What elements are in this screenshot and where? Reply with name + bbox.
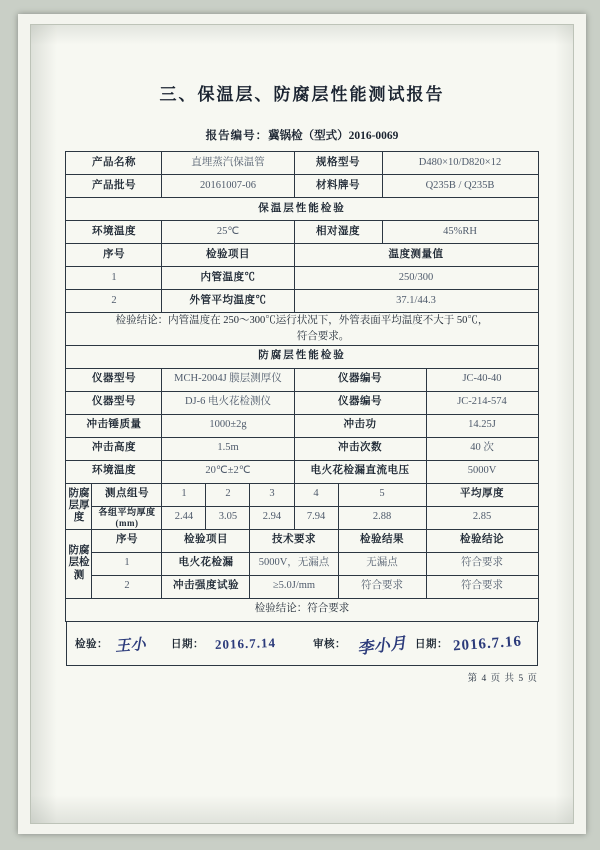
insulation-conclusion-line1: 内管温度在 250～300℃运行状况下，外管表面平均温度不大于 50℃， bbox=[168, 315, 489, 326]
scan-shadow-right bbox=[555, 25, 573, 823]
table-row bbox=[66, 414, 538, 437]
insulation-row-no: 1 bbox=[66, 267, 162, 290]
scan-shadow-top bbox=[31, 25, 573, 45]
report-number-value: 冀锅检（型式）2016-0069 bbox=[268, 130, 399, 142]
table-row bbox=[66, 267, 538, 290]
humidity-label: 相对湿度 bbox=[294, 221, 382, 244]
thickness-value: 2.44 bbox=[162, 506, 206, 529]
inspector-date-label: 日期： bbox=[171, 639, 204, 650]
product-name-value: 直埋蒸汽保温管 bbox=[162, 152, 294, 175]
detection-side-label: 防腐层检测 bbox=[66, 529, 92, 598]
thickness-average: 2.85 bbox=[426, 506, 538, 529]
insulation-col-measured: 温度测量值 bbox=[294, 244, 538, 267]
thickness-value: 3.05 bbox=[206, 506, 250, 529]
inspector-signature: 王小 bbox=[114, 635, 147, 655]
instrument-no-value: JC-40-40 bbox=[426, 368, 538, 391]
insulation-row-value: 250/300 bbox=[294, 267, 538, 290]
thickness-point: 3 bbox=[250, 483, 294, 506]
thickness-side-label: 防腐层厚度 bbox=[66, 483, 92, 529]
detection-row-item: 冲击强度试验 bbox=[162, 575, 250, 598]
detection-header-item: 检验项目 bbox=[162, 529, 250, 552]
thickness-point: 4 bbox=[294, 483, 338, 506]
table-row bbox=[66, 552, 538, 575]
ambient-temp-value: 25℃ bbox=[162, 221, 294, 244]
scan-shadow-left bbox=[31, 25, 57, 823]
thickness-point: 2 bbox=[206, 483, 250, 506]
detection-header-concl: 检验结论 bbox=[426, 529, 538, 552]
thickness-value: 7.94 bbox=[294, 506, 338, 529]
instrument-no-value: JC-214-574 bbox=[426, 391, 538, 414]
thickness-value: 2.88 bbox=[338, 506, 426, 529]
hammer-mass-value: 1000±2g bbox=[162, 414, 294, 437]
impact-height-label: 冲击高度 bbox=[66, 437, 162, 460]
table-row bbox=[66, 345, 538, 368]
product-spec-label: 规格型号 bbox=[294, 152, 382, 175]
thickness-value: 2.94 bbox=[250, 506, 294, 529]
product-spec-value: D480×10/D820×12 bbox=[382, 152, 538, 175]
insulation-row-item: 外管平均温度℃ bbox=[162, 290, 294, 313]
spark-voltage-value: 5000V bbox=[426, 460, 538, 483]
thickness-avg-header: 平均厚度 bbox=[426, 483, 538, 506]
table-row bbox=[66, 598, 538, 621]
detection-conclusion-value: 符合要求 bbox=[307, 603, 350, 615]
insulation-row-item: 内管温度℃ bbox=[162, 267, 294, 290]
anticorrosion-section-title: 防腐层性能检验 bbox=[66, 345, 538, 368]
detection-row-item: 电火花检漏 bbox=[162, 552, 250, 575]
impact-energy-label: 冲击功 bbox=[294, 414, 426, 437]
detection-conclusion-label: 检验结论： bbox=[254, 603, 308, 615]
impact-energy-value: 14.25J bbox=[426, 414, 538, 437]
humidity-value: 45%RH bbox=[382, 221, 538, 244]
table-row bbox=[66, 175, 538, 198]
insulation-section-title: 保温层性能检验 bbox=[66, 198, 538, 221]
page-footer: 第 4 页 共 5 页 bbox=[467, 673, 538, 684]
table-row bbox=[66, 313, 538, 346]
impact-height-value: 1.5m bbox=[162, 437, 294, 460]
product-material-value: Q235B / Q235B bbox=[382, 175, 538, 198]
detection-row-req: ≥5.0J/mm bbox=[250, 575, 338, 598]
reviewer-date-value: 2016.7.16 bbox=[452, 632, 523, 654]
thickness-point-label: 测点组号 bbox=[92, 483, 162, 506]
scan-shadow-bottom bbox=[31, 795, 573, 823]
table-row bbox=[66, 460, 538, 483]
instrument-no-label: 仪器编号 bbox=[294, 391, 426, 414]
instrument-model-value: DJ-6 电火花检测仪 bbox=[162, 391, 294, 414]
detection-row-concl: 符合要求 bbox=[426, 552, 538, 575]
report-number-label: 报告编号： bbox=[205, 130, 269, 142]
impact-count-value: 40 次 bbox=[426, 437, 538, 460]
product-batch-value: 20161007-06 bbox=[162, 175, 294, 198]
page-title: 三、保温层、防腐层性能测试报告 bbox=[159, 85, 445, 104]
table-row bbox=[66, 391, 538, 414]
ambient-temp-label: 环境温度 bbox=[66, 221, 162, 244]
detection-conclusion bbox=[66, 598, 538, 621]
report-table bbox=[65, 151, 538, 622]
detection-row-result: 符合要求 bbox=[338, 575, 426, 598]
detection-header-result: 检验结果 bbox=[338, 529, 426, 552]
detection-row-result: 无漏点 bbox=[338, 552, 426, 575]
report-number bbox=[31, 127, 573, 143]
paper-sheet bbox=[30, 24, 574, 824]
detection-row-req: 5000V，无漏点 bbox=[250, 552, 338, 575]
spark-voltage-label: 电火花检漏直流电压 bbox=[294, 460, 426, 483]
table-row bbox=[66, 483, 538, 506]
reviewer-label: 审核： bbox=[313, 639, 346, 650]
table-row bbox=[66, 506, 538, 529]
instrument-model-value: MCH-2004J 膜层测厚仪 bbox=[162, 368, 294, 391]
table-row bbox=[66, 198, 538, 221]
table-row bbox=[66, 437, 538, 460]
ac-ambient-temp-label: 环境温度 bbox=[66, 460, 162, 483]
hammer-mass-label: 冲击锤质量 bbox=[66, 414, 162, 437]
insulation-row-value: 37.1/44.3 bbox=[294, 290, 538, 313]
impact-count-label: 冲击次数 bbox=[294, 437, 426, 460]
ac-ambient-temp-value: 20℃±2℃ bbox=[162, 460, 294, 483]
detection-header-req: 技术要求 bbox=[250, 529, 338, 552]
product-material-label: 材料牌号 bbox=[294, 175, 382, 198]
thickness-group-label: 各组平均厚度(mm) bbox=[92, 506, 162, 529]
detection-row-concl: 符合要求 bbox=[426, 575, 538, 598]
table-row bbox=[66, 244, 538, 267]
table-row bbox=[66, 575, 538, 598]
thickness-point: 5 bbox=[338, 483, 426, 506]
detection-row-no: 1 bbox=[92, 552, 162, 575]
reviewer-signature: 李小月 bbox=[356, 634, 408, 657]
insulation-col-item: 检验项目 bbox=[162, 244, 294, 267]
table-row bbox=[66, 290, 538, 313]
table-row bbox=[66, 152, 538, 175]
inspector-label: 检验： bbox=[75, 639, 108, 650]
table-row bbox=[66, 368, 538, 391]
insulation-col-no: 序号 bbox=[66, 244, 162, 267]
insulation-conclusion bbox=[66, 313, 538, 346]
product-name-label: 产品名称 bbox=[66, 152, 162, 175]
instrument-model-label: 仪器型号 bbox=[66, 391, 162, 414]
product-batch-label: 产品批号 bbox=[66, 175, 162, 198]
thickness-point: 1 bbox=[162, 483, 206, 506]
insulation-row-no: 2 bbox=[66, 290, 162, 313]
instrument-no-label: 仪器编号 bbox=[294, 368, 426, 391]
insulation-conclusion-line2: 符合要求。 bbox=[296, 330, 350, 342]
scanned-page bbox=[18, 14, 586, 834]
detection-row-no: 2 bbox=[92, 575, 162, 598]
instrument-model-label: 仪器型号 bbox=[66, 368, 162, 391]
reviewer-date-label: 日期： bbox=[415, 639, 448, 650]
table-row bbox=[66, 529, 538, 552]
inspector-date-value: 2016.7.14 bbox=[214, 634, 277, 652]
table-row bbox=[66, 221, 538, 244]
detection-header-no: 序号 bbox=[92, 529, 162, 552]
insulation-conclusion-label: 检验结论： bbox=[115, 315, 169, 326]
signature-row bbox=[66, 622, 538, 666]
